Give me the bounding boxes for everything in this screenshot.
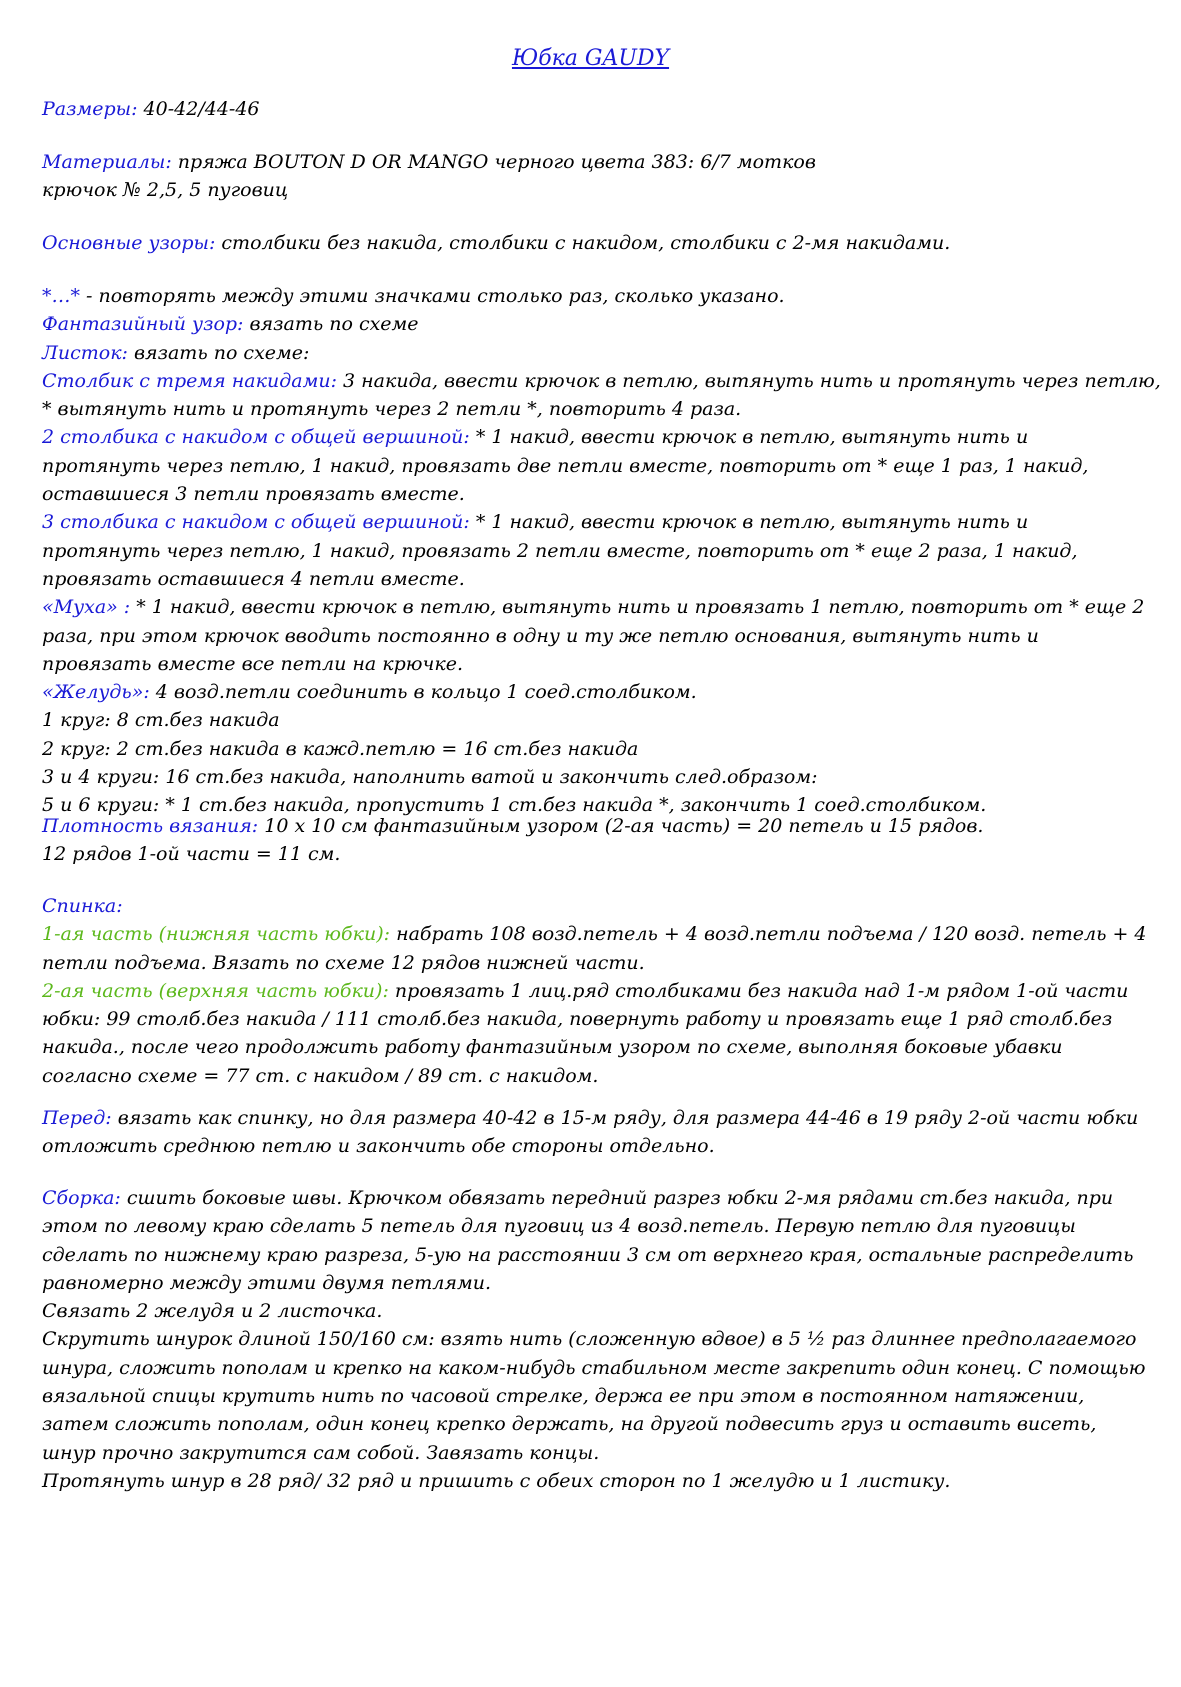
assembly-section [42,1184,1152,1495]
fly-paragraph [42,593,1152,678]
dc3tog-label: 3 столбика с накидом с общей вершиной: [42,511,470,534]
gauge-text: 10 х 10 см фантазийным узором (2-ая часть) = 20 петель и 15 рядов. [258,815,984,837]
assembly-paragraph [42,1184,1152,1297]
dc2tog-text: * 1 накид, ввести крючок в петлю, вытянуть нить и протянуть через петлю, 1 накид, провязать две петли вместе, повторить от * еще 1 раз, 1 накид, оставшиеся 3 петли провязать вместе. [42,426,1089,506]
acorn-text: 4 возд.петли соединить в кольцо 1 соед.столбиком. [149,681,697,704]
repeat-text: - повторять между этими значками столько раз, сколько указано. [80,285,785,307]
back-part1 [42,920,1152,977]
fancy-pattern-line [42,310,1152,338]
dc2tog-label: 2 столбика с накидом с общей вершиной: [42,426,470,449]
acorn-round-3-4: 3 и 4 круги: 16 ст.без накида, наполнить ватой и закончить след.образом: [42,766,818,789]
patterns-text: столбики без накида, столбики с накидом, столбики с 2-мя накидами. [215,232,951,254]
materials-label: Материалы: [42,151,172,173]
assembly-cord: Скрутить шнурок длиной 150/160 см: взять нить (сложенную вдвое) в 5 ½ раз длиннее предполагаемого шнура, сложить пополам и крепко на каком-нибудь стабильном месте закрепить один конец. С помощью вязальной спицы крутить нить по часовой стрелке, держа ее при этом в постоянном натяжении, затем сложить пополам, один конец крепко держать, на другой подвесить груз и оставить висеть, шнур прочно закрутится сам собой. Завязать концы. [42,1328,1146,1464]
repeat-label: *…* [42,285,80,307]
page-title: Юбка GAUDY [511,46,670,71]
patterns-line [42,229,1152,257]
back-part2-text: провязать 1 лиц.ряд столбиками без накида над 1-м рядом 1-ой части юбки: 99 столб.без накида / 111 столб.без накида, повернуть работу и провязать еще 1 ряд столб.без накида., после чего продолжить работу фантазийным узором по схеме, выполняя боковые убавки [42,979,1129,1059]
leaf-label: Листок: [42,341,128,364]
dc2tog-paragraph [42,423,1152,508]
materials-line-2: крючок № 2,5, 5 пуговиц [42,179,289,201]
dc3tog-text: * 1 накид, ввести крючок в петлю, вытянуть нить и протянуть через петлю, 1 накид, провязать 2 петли вместе, повторить от * еще 2 раза, 1 накид, провязать оставшиеся 4 петли вместе. [42,511,1078,590]
assembly-final: Протянуть шнур в 28 ряд/ 32 ряд и пришить с обеих сторон по 1 желудю и 1 листику. [42,1469,951,1492]
back-part1-text: набрать 108 возд.петель + 4 возд.петли подъема / 120 возд. петель + 4 петли подъема. Вязать по схеме 12 рядов нижней части. [42,923,1147,974]
materials-line [42,148,1152,176]
acorn-line [42,678,1152,706]
acorn-round-5-6: 5 и 6 круги: * 1 ст.без накида, пропустить 1 ст.без накида *, закончить 1 соед.столбиком. [42,794,987,817]
gauge-line [42,812,1152,840]
treble3-label: Столбик с тремя накидами: [42,369,337,392]
treble3-line-2: * вытянуть нить и протянуть через 2 петли *, повторить 4 раза. [42,398,742,421]
back-part1-label: 1-ая часть (нижняя часть юбки): [42,923,391,946]
fancy-pattern-text: вязать по схеме [243,313,419,336]
fly-text: * 1 накид, ввести крючок в петлю, вытянуть нить и провязать 1 петлю, повторить от * еще 2 раза, при этом крючок вводить постоянно в одну и ту же петлю основания, вытянуть нить и провязать вместе все петли на крючке. [42,596,1145,675]
sizes-label: Размеры: [42,98,138,120]
repeat-line [42,282,1152,310]
sizes-text: 40-42/44-46 [137,98,260,120]
assembly-text: сшить боковые швы. Крючком обвязать передний разрез юбки 2-мя рядами ст.без накида, при этом по левому краю сделать 5 петель для пуговиц из 4 возд.петель. Первую петлю для пуговицы сделать по нижнему краю разреза, 5-ую на расстоянии 3 см от верхнего края, остальные распределить равномерно между этими двумя петлями. [42,1187,1134,1294]
acorn-round-1: 1 круг: 8 ст.без накида [42,709,280,732]
materials-text: пряжа BOUTON D OR MANGO черного цвета 383: 6/7 мотков [171,151,816,173]
back-heading: Спинка: [42,895,123,917]
back-part2-label: 2-ая часть (верхняя часть юбки): [42,979,389,1002]
back-section [42,892,1152,1090]
front-text: вязать как спинку, но для размера 40-42 в 15-м ряду, для размера 44-46 в 19 ряду 2-ой части юбки отложить среднюю петлю и закончить обе стороны отдельно. [42,1107,1139,1158]
fly-label: «Муха» : [42,596,131,619]
front-section [42,1104,1152,1161]
front-label: Перед: [42,1107,112,1129]
fancy-pattern-label: Фантазийный узор: [42,313,244,336]
sizes-line [42,95,1152,123]
leaf-line [42,339,1152,367]
assembly-acorns-leaves: Связать 2 желудя и 2 листочка. [42,1300,383,1323]
gauge-line-2: 12 рядов 1-ой части = 11 см. [42,843,341,865]
back-part2-last-line: согласно схеме = 77 ст. с накидом / 89 ст. с накидом. [42,1064,599,1087]
treble3-text: 3 накида, ввести крючок в петлю, вытянуть нить и протянуть через петлю, [336,369,1161,392]
acorn-label: «Желудь»: [42,681,150,704]
gauge-label: Плотность вязания: [42,815,259,837]
back-part2 [42,977,1152,1062]
acorn-round-2: 2 круг: 2 ст.без накида в кажд.петлю = 16 ст.без накида [42,737,639,760]
patterns-label: Основные узоры: [42,232,216,254]
assembly-label: Сборка: [42,1187,121,1209]
leaf-text: вязать по схеме: [127,341,310,364]
dc3tog-paragraph [42,508,1152,593]
treble3-line [42,367,1161,395]
definitions-block [42,282,1161,820]
